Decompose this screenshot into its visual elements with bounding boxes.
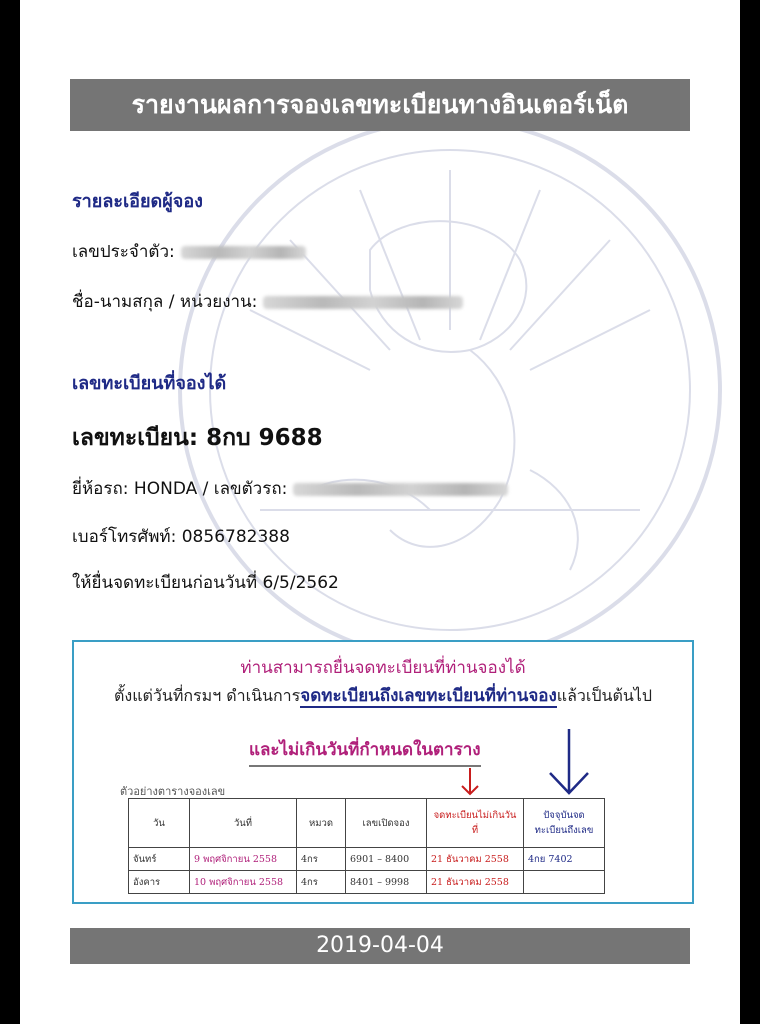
cell-date: 10 พฤศจิกายน 2558 bbox=[190, 871, 297, 894]
header-date: วันที่ bbox=[190, 799, 297, 848]
table-header-row bbox=[129, 799, 605, 848]
notice-line-2-emphasis: จดทะเบียนถึงเลขทะเบียนที่ท่านจอง bbox=[300, 686, 557, 706]
cell-open-numbers: 6901 – 8400 bbox=[346, 848, 427, 871]
cell-day: จันทร์ bbox=[129, 848, 190, 871]
plate-label: เลขทะเบียน: bbox=[72, 425, 199, 451]
reserver-name-label: ชื่อ-นามสกุล / หน่วยงาน: bbox=[72, 292, 258, 312]
notice-line-2 bbox=[74, 682, 692, 709]
notice-box bbox=[72, 640, 694, 904]
brand-line: ยี่ห้อรถ: HONDA / เลขตัวรถ: bbox=[72, 479, 288, 499]
reserved-section-title: เลขทะเบียนที่จองได้ bbox=[72, 373, 227, 394]
redacted-chassis bbox=[293, 483, 508, 496]
notice-line-2-start: ตั้งแต่วันที่กรมฯ ดำเนินการ bbox=[113, 686, 301, 705]
report-date: 2019-04-04 bbox=[70, 928, 690, 964]
plate-row bbox=[72, 420, 323, 456]
deadline-line: ให้ยื่นจดทะเบียนก่อนวันที่ 6/5/2562 bbox=[72, 573, 339, 593]
reserver-section-title: รายละเอียดผู้จอง bbox=[72, 191, 203, 212]
cell-current-number: 4กย 7402 bbox=[524, 848, 605, 871]
cell-current-number bbox=[524, 871, 605, 894]
cell-deadline: 21 ธันวาคม 2558 bbox=[427, 871, 524, 894]
header-category: หมวด bbox=[297, 799, 346, 848]
notice-line-3: และไม่เกินวันที่กำหนดในตาราง bbox=[249, 736, 481, 767]
header-open-numbers: เลขเปิดจอง bbox=[346, 799, 427, 848]
notice-line-1: ท่านสามารถยื่นจดทะเบียนที่ท่านจองได้ bbox=[240, 658, 526, 678]
header-current-number: ปัจจุบันจดทะเบียนถึงเลข bbox=[524, 799, 605, 848]
plate-value: 8กบ 9688 bbox=[206, 425, 323, 451]
reserver-id-label: เลขประจำตัว: bbox=[72, 242, 175, 262]
notice-line-2-end: แล้วเป็นต้นไป bbox=[556, 686, 652, 705]
table-row bbox=[129, 848, 605, 871]
blue-down-arrow-icon bbox=[544, 727, 594, 799]
redacted-id bbox=[181, 246, 306, 259]
cell-day: อังคาร bbox=[129, 871, 190, 894]
brand-row bbox=[72, 475, 508, 502]
table-row bbox=[129, 871, 605, 894]
example-table-label: ตัวอย่างตารางจองเลข bbox=[120, 785, 226, 798]
cell-deadline: 21 ธันวาคม 2558 bbox=[427, 848, 524, 871]
header-day: วัน bbox=[129, 799, 190, 848]
cell-category: 4กร bbox=[297, 848, 346, 871]
report-page bbox=[20, 0, 740, 1024]
example-reservation-table bbox=[128, 798, 605, 894]
cell-date: 9 พฤศจิกายน 2558 bbox=[190, 848, 297, 871]
redacted-name bbox=[263, 296, 463, 309]
reserver-id-row bbox=[72, 238, 306, 265]
header-deadline: จดทะเบียนไม่เกินวันที่ bbox=[427, 799, 524, 848]
cell-category: 4กร bbox=[297, 871, 346, 894]
report-title: รายงานผลการจองเลขทะเบียนทางอินเตอร์เน็ต bbox=[70, 79, 690, 131]
reserver-name-row bbox=[72, 288, 463, 315]
cell-open-numbers: 8401 – 9998 bbox=[346, 871, 427, 894]
red-down-arrow-icon bbox=[458, 766, 482, 798]
phone-line: เบอร์โทรศัพท์: 0856782388 bbox=[72, 527, 290, 547]
